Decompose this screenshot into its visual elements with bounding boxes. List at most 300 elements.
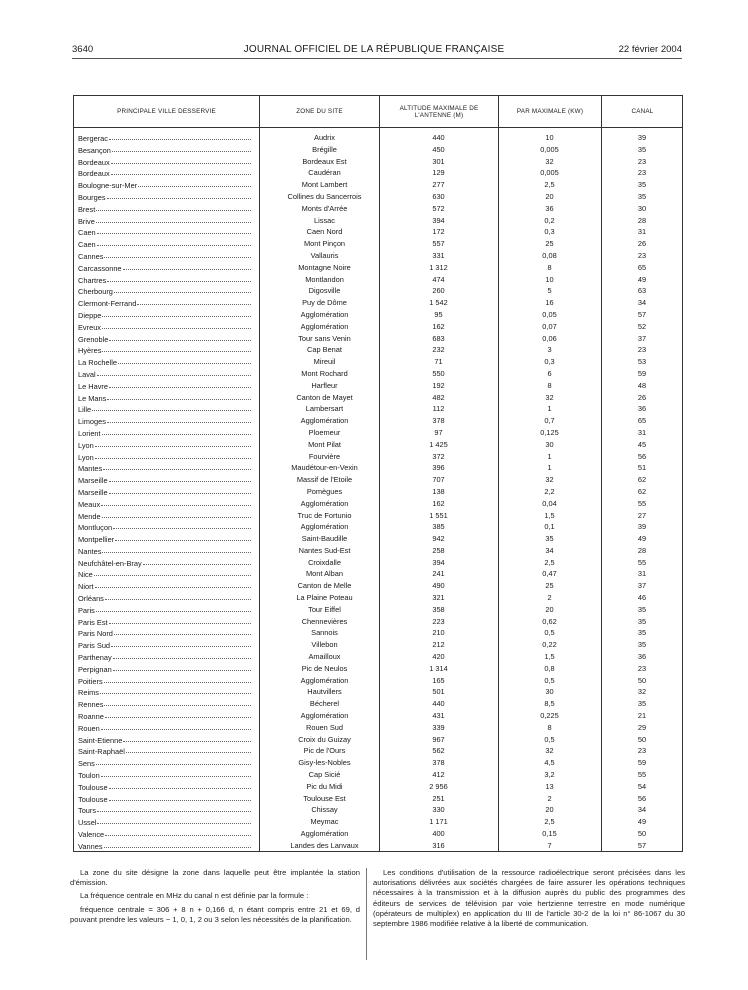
dot-leader	[96, 757, 251, 765]
dot-leader	[100, 686, 251, 694]
site-cell	[260, 226, 389, 238]
canal-cell	[602, 333, 682, 345]
par-cell-text: 0,225	[540, 711, 559, 721]
altitude-cell-text: 490	[432, 581, 445, 591]
altitude-cell	[380, 486, 497, 498]
city-cell-text: Paris	[78, 605, 95, 615]
city-cell-text: Paris Est	[78, 617, 108, 627]
altitude-cell-text: 339	[432, 722, 445, 732]
altitude-cell	[380, 226, 497, 238]
site-cell	[260, 486, 389, 498]
par-cell-text: 2,5	[544, 557, 555, 567]
dot-leader	[104, 698, 251, 706]
table-row	[74, 521, 682, 533]
table-row	[74, 132, 682, 144]
site-cell-text: Canton de Mayet	[296, 392, 353, 402]
altitude-cell	[380, 663, 497, 675]
par-cell-text: 0,62	[542, 616, 557, 626]
altitude-cell-text: 550	[432, 368, 445, 378]
canal-cell-text: 65	[637, 416, 647, 426]
site-cell	[260, 462, 389, 474]
altitude-cell	[380, 309, 497, 321]
city-cell-text: Roanne	[78, 712, 104, 722]
dot-leader	[101, 769, 251, 777]
dot-leader	[107, 191, 251, 199]
dot-leader	[114, 627, 251, 635]
site-cell-text: Agglomération	[300, 498, 349, 508]
site-cell-text: Canton de Melle	[297, 581, 352, 591]
table-row	[74, 392, 682, 404]
par-cell-text: 6	[547, 368, 552, 378]
canal-cell	[602, 439, 682, 451]
city-cell-text: Nice	[78, 570, 93, 580]
altitude-cell	[380, 793, 497, 805]
site-cell	[260, 274, 389, 286]
canal-cell-text: 36	[637, 652, 647, 662]
dot-leader	[137, 297, 251, 305]
site-cell-text: Maudétour-en-Vexin	[291, 463, 358, 473]
table-body	[74, 132, 682, 852]
site-cell-text: Chissay	[311, 805, 338, 815]
site-cell-text: Agglomération	[300, 416, 349, 426]
site-cell	[260, 498, 389, 510]
site-cell-text: Croixdalle	[308, 557, 341, 567]
par-cell	[499, 745, 600, 757]
column-header-site: ZONE DU SITE	[296, 108, 343, 115]
site-cell-text: Massif de l'Etoile	[296, 475, 353, 485]
altitude-cell-text: 572	[432, 203, 445, 213]
site-cell	[260, 722, 389, 734]
dot-leader	[97, 368, 251, 376]
par-cell-text: 0,15	[542, 829, 557, 839]
altitude-cell-text: 212	[432, 640, 445, 650]
table-row	[74, 545, 682, 557]
site-cell	[260, 250, 389, 262]
city-cell-text: Saint-Etienne	[78, 735, 123, 745]
altitude-cell-text: 557	[432, 239, 445, 249]
altitude-cell	[380, 592, 497, 604]
dot-leader	[123, 734, 251, 742]
altitude-cell-text: 251	[432, 793, 445, 803]
par-cell-text: 0,005	[540, 168, 559, 178]
par-cell-text: 2,5	[544, 817, 555, 827]
par-cell	[499, 580, 600, 592]
par-cell	[499, 521, 600, 533]
city-cell-text: Mantes	[78, 464, 103, 474]
table-row	[74, 651, 682, 663]
city-cell-text: Ussel	[78, 818, 97, 828]
par-cell-text: 0,3	[544, 227, 555, 237]
canal-cell	[602, 262, 682, 274]
altitude-cell-text: 316	[432, 840, 445, 850]
altitude-cell-text: 71	[434, 357, 443, 367]
canal-cell	[602, 344, 682, 356]
dot-leader	[115, 533, 251, 541]
column-header-altitude: ALTITUDE MAXIMALE DE L'ANTENNE (M)	[399, 104, 479, 119]
par-cell-text: 32	[545, 156, 554, 166]
par-cell-text: 8	[547, 262, 552, 272]
altitude-cell	[380, 498, 497, 510]
par-cell	[499, 262, 600, 274]
site-cell-text: Gisy-les-Nobles	[298, 758, 351, 768]
canal-cell	[602, 592, 682, 604]
site-cell	[260, 427, 389, 439]
canal-cell	[602, 144, 682, 156]
site-cell	[260, 179, 389, 191]
canal-cell	[602, 686, 682, 698]
site-cell-text: Truc de Fortunio	[297, 510, 352, 520]
canal-cell	[602, 568, 682, 580]
publication-date: 22 février 2004	[618, 44, 682, 55]
canal-cell-text: 36	[637, 404, 647, 414]
dot-leader	[96, 203, 251, 211]
par-cell	[499, 215, 600, 227]
table-row	[74, 167, 682, 179]
par-cell	[499, 344, 600, 356]
altitude-cell-text: 385	[432, 522, 445, 532]
dot-leader	[114, 285, 251, 293]
table-row	[74, 557, 682, 569]
altitude-cell	[380, 297, 497, 309]
par-cell	[499, 250, 600, 262]
city-cell-text: Laval	[78, 369, 96, 379]
par-cell	[499, 297, 600, 309]
altitude-cell-text: 1 551	[429, 510, 448, 520]
altitude-cell	[380, 392, 497, 404]
par-cell	[499, 804, 600, 816]
canal-cell	[602, 274, 682, 286]
canal-cell-text: 56	[637, 451, 647, 461]
altitude-cell	[380, 521, 497, 533]
canal-cell-text: 23	[637, 746, 647, 756]
city-cell-text: Cherbourg	[78, 287, 113, 297]
canal-cell-text: 54	[637, 781, 647, 791]
altitude-cell	[380, 380, 497, 392]
site-cell-text: Audrix	[314, 133, 335, 142]
site-cell	[260, 333, 389, 345]
dot-leader	[126, 745, 251, 753]
par-cell-text: 35	[545, 534, 554, 544]
par-cell	[499, 167, 600, 179]
dot-leader	[92, 403, 251, 411]
site-cell	[260, 203, 389, 215]
canal-cell	[602, 451, 682, 463]
altitude-cell	[380, 816, 497, 828]
altitude-cell-text: 1 425	[429, 439, 448, 449]
table-row	[74, 592, 682, 604]
site-cell	[260, 321, 389, 333]
par-cell-text: 1,5	[544, 652, 555, 662]
site-cell-text: La Plaine Poteau	[296, 593, 353, 603]
dot-leader	[104, 250, 251, 258]
table-row	[74, 745, 682, 757]
par-cell-text: 7	[547, 840, 552, 850]
canal-cell-text: 35	[637, 699, 647, 709]
par-cell-text: 2,5	[544, 180, 555, 190]
table-row	[74, 262, 682, 274]
canal-cell	[602, 167, 682, 179]
table-row	[74, 156, 682, 168]
par-cell-text: 0,3	[544, 357, 555, 367]
canal-cell	[602, 745, 682, 757]
par-cell-text: 10	[545, 133, 554, 142]
dot-leader	[113, 521, 251, 529]
table-row	[74, 333, 682, 345]
page-number: 3640	[72, 44, 94, 55]
altitude-cell-text: 162	[432, 321, 445, 331]
site-cell	[260, 156, 389, 168]
city-cell-text: Toulon	[78, 771, 100, 781]
city-cell-text: Niort	[78, 582, 94, 592]
par-cell	[499, 486, 600, 498]
par-cell	[499, 510, 600, 522]
par-cell-text: 16	[545, 298, 554, 308]
altitude-cell-text: 967	[432, 734, 445, 744]
table-row	[74, 722, 682, 734]
altitude-cell	[380, 757, 497, 769]
canal-cell	[602, 156, 682, 168]
site-cell-text: Mont Lambert	[301, 180, 348, 190]
site-cell	[260, 592, 389, 604]
dot-leader	[101, 498, 251, 506]
altitude-cell-text: 321	[432, 593, 445, 603]
canal-cell	[602, 179, 682, 191]
canal-cell	[602, 498, 682, 510]
canal-cell-text: 49	[637, 534, 647, 544]
par-cell	[499, 226, 600, 238]
par-cell	[499, 179, 600, 191]
canal-cell	[602, 368, 682, 380]
par-cell	[499, 793, 600, 805]
dot-leader	[109, 132, 251, 140]
site-cell	[260, 356, 389, 368]
table-row	[74, 793, 682, 805]
site-cell	[260, 297, 389, 309]
city-cell-text: Perpignan	[78, 664, 112, 674]
canal-cell-text: 49	[637, 274, 647, 284]
table-row	[74, 486, 682, 498]
canal-cell-text: 32	[637, 687, 647, 697]
dot-leader	[95, 439, 251, 447]
site-cell-text: Landes des Lanvaux	[290, 840, 359, 850]
canal-cell-text: 51	[637, 463, 647, 473]
journal-title: JOURNAL OFFICIEL DE LA RÉPUBLIQUE FRANÇAISE	[243, 44, 505, 55]
canal-cell	[602, 415, 682, 427]
canal-cell	[602, 627, 682, 639]
table-row	[74, 568, 682, 580]
site-cell	[260, 439, 389, 451]
par-cell-text: 0,47	[542, 569, 557, 579]
site-cell	[260, 392, 389, 404]
site-cell-text: Cap Benat	[307, 345, 342, 355]
site-cell	[260, 368, 389, 380]
site-cell	[260, 451, 389, 463]
frequency-table	[73, 95, 683, 852]
site-cell	[260, 734, 389, 746]
canal-cell-text: 28	[637, 215, 647, 225]
altitude-cell	[380, 616, 497, 628]
dot-leader	[109, 781, 251, 789]
site-cell	[260, 698, 389, 710]
altitude-cell	[380, 191, 497, 203]
altitude-cell	[380, 604, 497, 616]
site-cell-text: Pomègues	[306, 486, 343, 496]
altitude-cell	[380, 132, 497, 144]
dot-leader	[102, 427, 251, 435]
altitude-cell-text: 232	[432, 345, 445, 355]
altitude-cell	[380, 545, 497, 557]
site-cell-text: Croix du Guizay	[298, 734, 351, 744]
site-cell-text: Ploemeur	[308, 427, 341, 437]
table-row	[74, 781, 682, 793]
dot-leader	[101, 722, 251, 730]
altitude-cell	[380, 439, 497, 451]
altitude-cell-text: 562	[432, 746, 445, 756]
note-paragraph: La fréquence centrale en MHz du canal n est définie par la formule :	[80, 891, 309, 901]
site-cell	[260, 545, 389, 557]
par-cell-text: 5	[547, 286, 552, 296]
altitude-cell-text: 165	[432, 675, 445, 685]
city-cell-text: Le Mans	[78, 393, 107, 403]
canal-cell-text: 39	[637, 133, 647, 142]
par-cell	[499, 627, 600, 639]
par-cell-text: 0,06	[542, 333, 557, 343]
site-cell	[260, 309, 389, 321]
table-row	[74, 427, 682, 439]
dot-leader	[96, 215, 251, 223]
altitude-cell-text: 138	[432, 486, 445, 496]
altitude-cell-text: 301	[432, 156, 445, 166]
canal-cell-text: 50	[637, 675, 647, 685]
site-cell-text: Pic du Midi	[306, 781, 343, 791]
canal-cell-text: 55	[637, 770, 647, 780]
altitude-cell	[380, 285, 497, 297]
canal-cell-text: 59	[637, 758, 647, 768]
altitude-cell-text: 241	[432, 569, 445, 579]
altitude-cell	[380, 745, 497, 757]
canal-cell-text: 23	[637, 156, 647, 166]
altitude-cell-text: 501	[432, 687, 445, 697]
dot-leader	[104, 840, 251, 848]
canal-cell	[602, 486, 682, 498]
par-cell	[499, 769, 600, 781]
city-cell-text: Vannes	[78, 841, 103, 851]
site-cell	[260, 675, 389, 687]
par-cell	[499, 238, 600, 250]
altitude-cell	[380, 156, 497, 168]
altitude-cell-text: 394	[432, 215, 445, 225]
site-cell-text: Mont Pilat	[308, 439, 341, 449]
site-cell	[260, 144, 389, 156]
canal-cell	[602, 191, 682, 203]
city-cell-text: Toulouse	[78, 794, 108, 804]
par-cell-text: 0,1	[544, 522, 555, 532]
dot-leader	[109, 474, 251, 482]
par-cell	[499, 663, 600, 675]
altitude-cell	[380, 356, 497, 368]
par-cell	[499, 533, 600, 545]
altitude-cell	[380, 474, 497, 486]
site-cell	[260, 415, 389, 427]
par-cell	[499, 309, 600, 321]
city-cell-text: Sens	[78, 759, 95, 769]
city-cell-text: Le Havre	[78, 381, 108, 391]
dot-leader	[97, 226, 251, 234]
site-cell	[260, 804, 389, 816]
canal-cell	[602, 757, 682, 769]
par-cell	[499, 462, 600, 474]
canal-cell	[602, 734, 682, 746]
par-cell	[499, 451, 600, 463]
par-cell	[499, 474, 600, 486]
par-cell-text: 25	[545, 239, 554, 249]
city-cell-text: Toulouse	[78, 782, 108, 792]
par-cell	[499, 698, 600, 710]
par-cell-text: 1,5	[544, 510, 555, 520]
altitude-cell-text: 97	[434, 427, 443, 437]
canal-cell-text: 46	[637, 593, 647, 603]
par-cell-text: 32	[545, 746, 554, 756]
dot-leader	[109, 793, 251, 801]
city-cell-text: Rouen	[78, 723, 100, 733]
city-cell-text: Boulogne-sur-Mer	[78, 181, 138, 191]
site-cell-text: Vallauris	[310, 250, 339, 260]
site-cell-text: Meymac	[310, 817, 339, 827]
canal-cell-text: 21	[637, 711, 647, 721]
site-cell-text: Mont Pinçon	[303, 239, 346, 249]
par-cell-text: 0,05	[542, 309, 557, 319]
city-cell-text: Valence	[78, 830, 105, 840]
city-cell-text: Cannes	[78, 251, 104, 261]
site-cell-text: Pic de l'Ours	[303, 746, 346, 756]
city-cell-text: Meaux	[78, 499, 101, 509]
city-cell-text: Evreux	[78, 322, 102, 332]
dot-leader	[109, 380, 251, 388]
altitude-cell	[380, 533, 497, 545]
altitude-cell	[380, 415, 497, 427]
canal-cell	[602, 675, 682, 687]
altitude-cell	[380, 651, 497, 663]
altitude-cell	[380, 698, 497, 710]
altitude-cell-text: 223	[432, 616, 445, 626]
canal-cell	[602, 781, 682, 793]
par-cell	[499, 439, 600, 451]
canal-cell-text: 34	[637, 805, 647, 815]
city-cell-text: Nantes	[78, 546, 102, 556]
canal-cell	[602, 321, 682, 333]
altitude-cell-text: 1 171	[429, 817, 448, 827]
altitude-cell-text: 396	[432, 463, 445, 473]
city-cell-text: Bourges	[78, 192, 106, 202]
canal-cell-text: 29	[637, 722, 647, 732]
header-divider	[72, 58, 682, 59]
dot-leader	[94, 568, 251, 576]
table-row	[74, 321, 682, 333]
dot-leader	[112, 144, 251, 152]
canal-cell-text: 48	[637, 380, 647, 390]
dot-leader	[95, 451, 251, 459]
canal-cell-text: 55	[637, 557, 647, 567]
table-row	[74, 356, 682, 368]
par-cell-text: 8	[547, 380, 552, 390]
table-row	[74, 804, 682, 816]
altitude-cell	[380, 144, 497, 156]
table-row	[74, 297, 682, 309]
altitude-cell-text: 394	[432, 557, 445, 567]
site-cell	[260, 781, 389, 793]
dot-leader	[105, 828, 251, 836]
canal-cell-text: 50	[637, 829, 647, 839]
